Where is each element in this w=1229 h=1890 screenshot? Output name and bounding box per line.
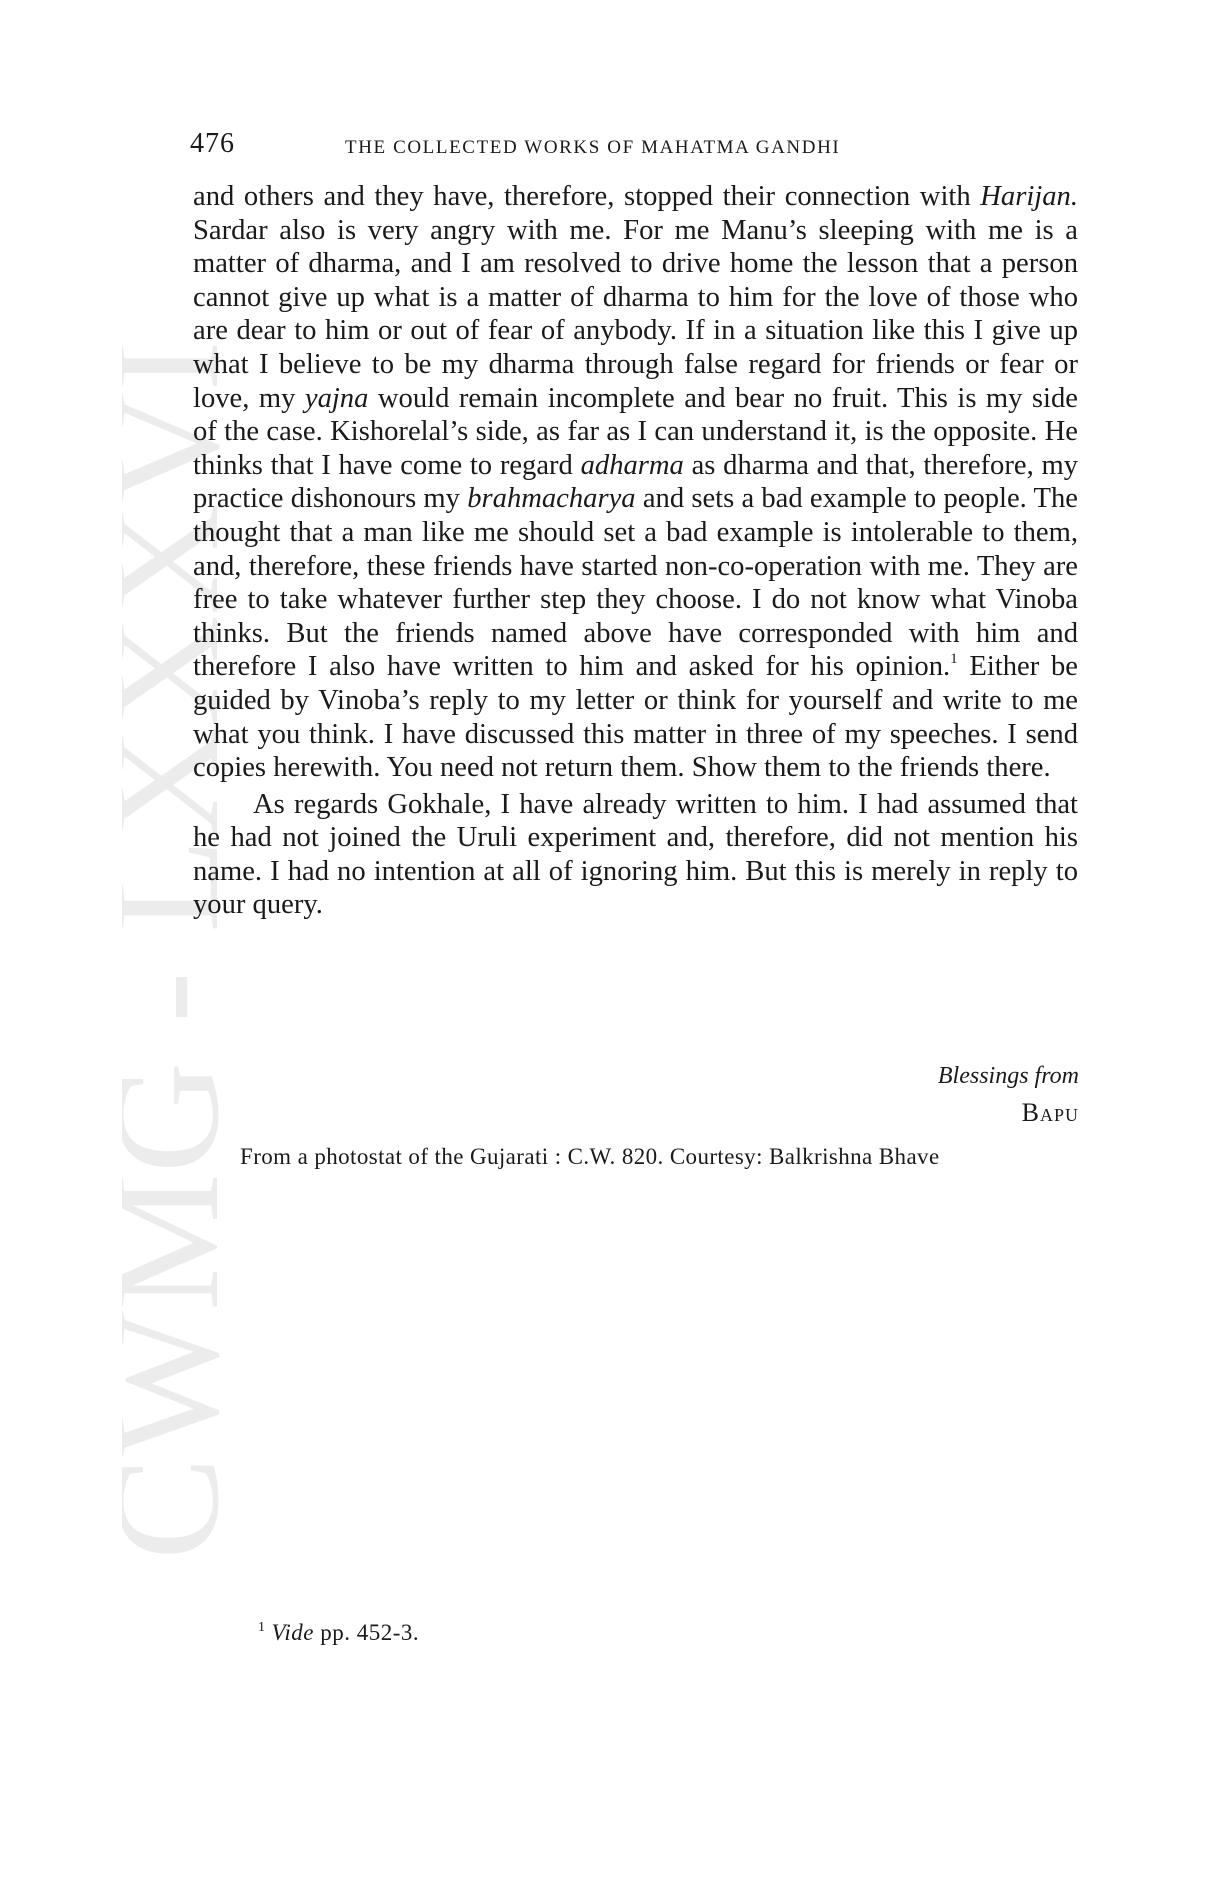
signature-name: Bapu <box>1021 1098 1079 1127</box>
page-number: 476 <box>190 128 235 159</box>
p1-text-i: and sets a bad example to people. The thought that a man like me should set a bad example is intolerable to them, and, therefore, these friends have started non-co-operation with me. They are free to take whatever further step they choose. I do not know what Vinoba thinks. But the friends named above have corresponded with him and therefore I also have written to him and asked for his opinion. <box>193 483 1078 683</box>
p1-text-c: Sardar also is very angry with me. For me Manu’s sleeping with me is a matter of dharma, and I am resolved to drive home the lesson that a person cannot give up what is a matter of dharma to him for the love of those who are dear to him or out of fear of anybody. If in a situation like this I give up what I believe to be my dharma through false regard for friends or fear or love, my <box>193 214 1078 414</box>
p1-text-g: as dharma and that, therefore, my practice dishonours my <box>193 449 1078 515</box>
source-note: From a photostat of the Gujarati : C.W. 820. Courtesy: Balkrishna Bhave <box>240 1144 940 1169</box>
p1-text-a: and others and they have, therefore, stopped their connection with <box>193 181 981 212</box>
paragraph-2: As regards Gokhale, I have already written to him. I had assumed that he had not joined the Uruli experiment and, therefore, did not mention his name. I had no intention at all of ignoring him. But this is merely in reply to your query. <box>193 788 1078 921</box>
running-head <box>190 128 1080 168</box>
running-title: THE COLLECTED WORKS OF MAHATMA GANDHI <box>345 137 841 158</box>
letter-body <box>193 180 1078 922</box>
footnote-text: pp. 452-3. <box>313 1620 420 1645</box>
p1-italic-harijan: Harijan. <box>980 181 1078 212</box>
watermark-text: CWMG LXXXVI <box>122 376 250 1560</box>
p1-italic-adharma: adharma <box>580 449 684 481</box>
footnote-reference[interactable]: 1 <box>950 650 958 667</box>
signature <box>679 1098 1079 1128</box>
p1-text-j: Either be guided by Vinoba’s reply to my letter or think for yourself and write to me what you think. I have discussed this matter in three of my speeches. I send copies herewith. You need not return them. Show them to the friends there. <box>193 651 1078 784</box>
footnote <box>258 1620 419 1646</box>
paragraph-1 <box>193 180 1078 785</box>
blessings-line: Blessings from <box>937 1063 1079 1089</box>
p1-italic-yajna: yajna <box>304 382 369 414</box>
footnote-vide: Vide <box>271 1620 314 1645</box>
footnote-number: 1 <box>258 1620 266 1636</box>
p1-italic-brahmacharya: brahmacharya <box>467 483 636 515</box>
p1-text-e: would remain incomplete and bear no fruit. This is my side of the case. Kishorelal’s side, as far as I can understand it, is the opposite. He thinks that I have come to regard <box>193 382 1078 481</box>
